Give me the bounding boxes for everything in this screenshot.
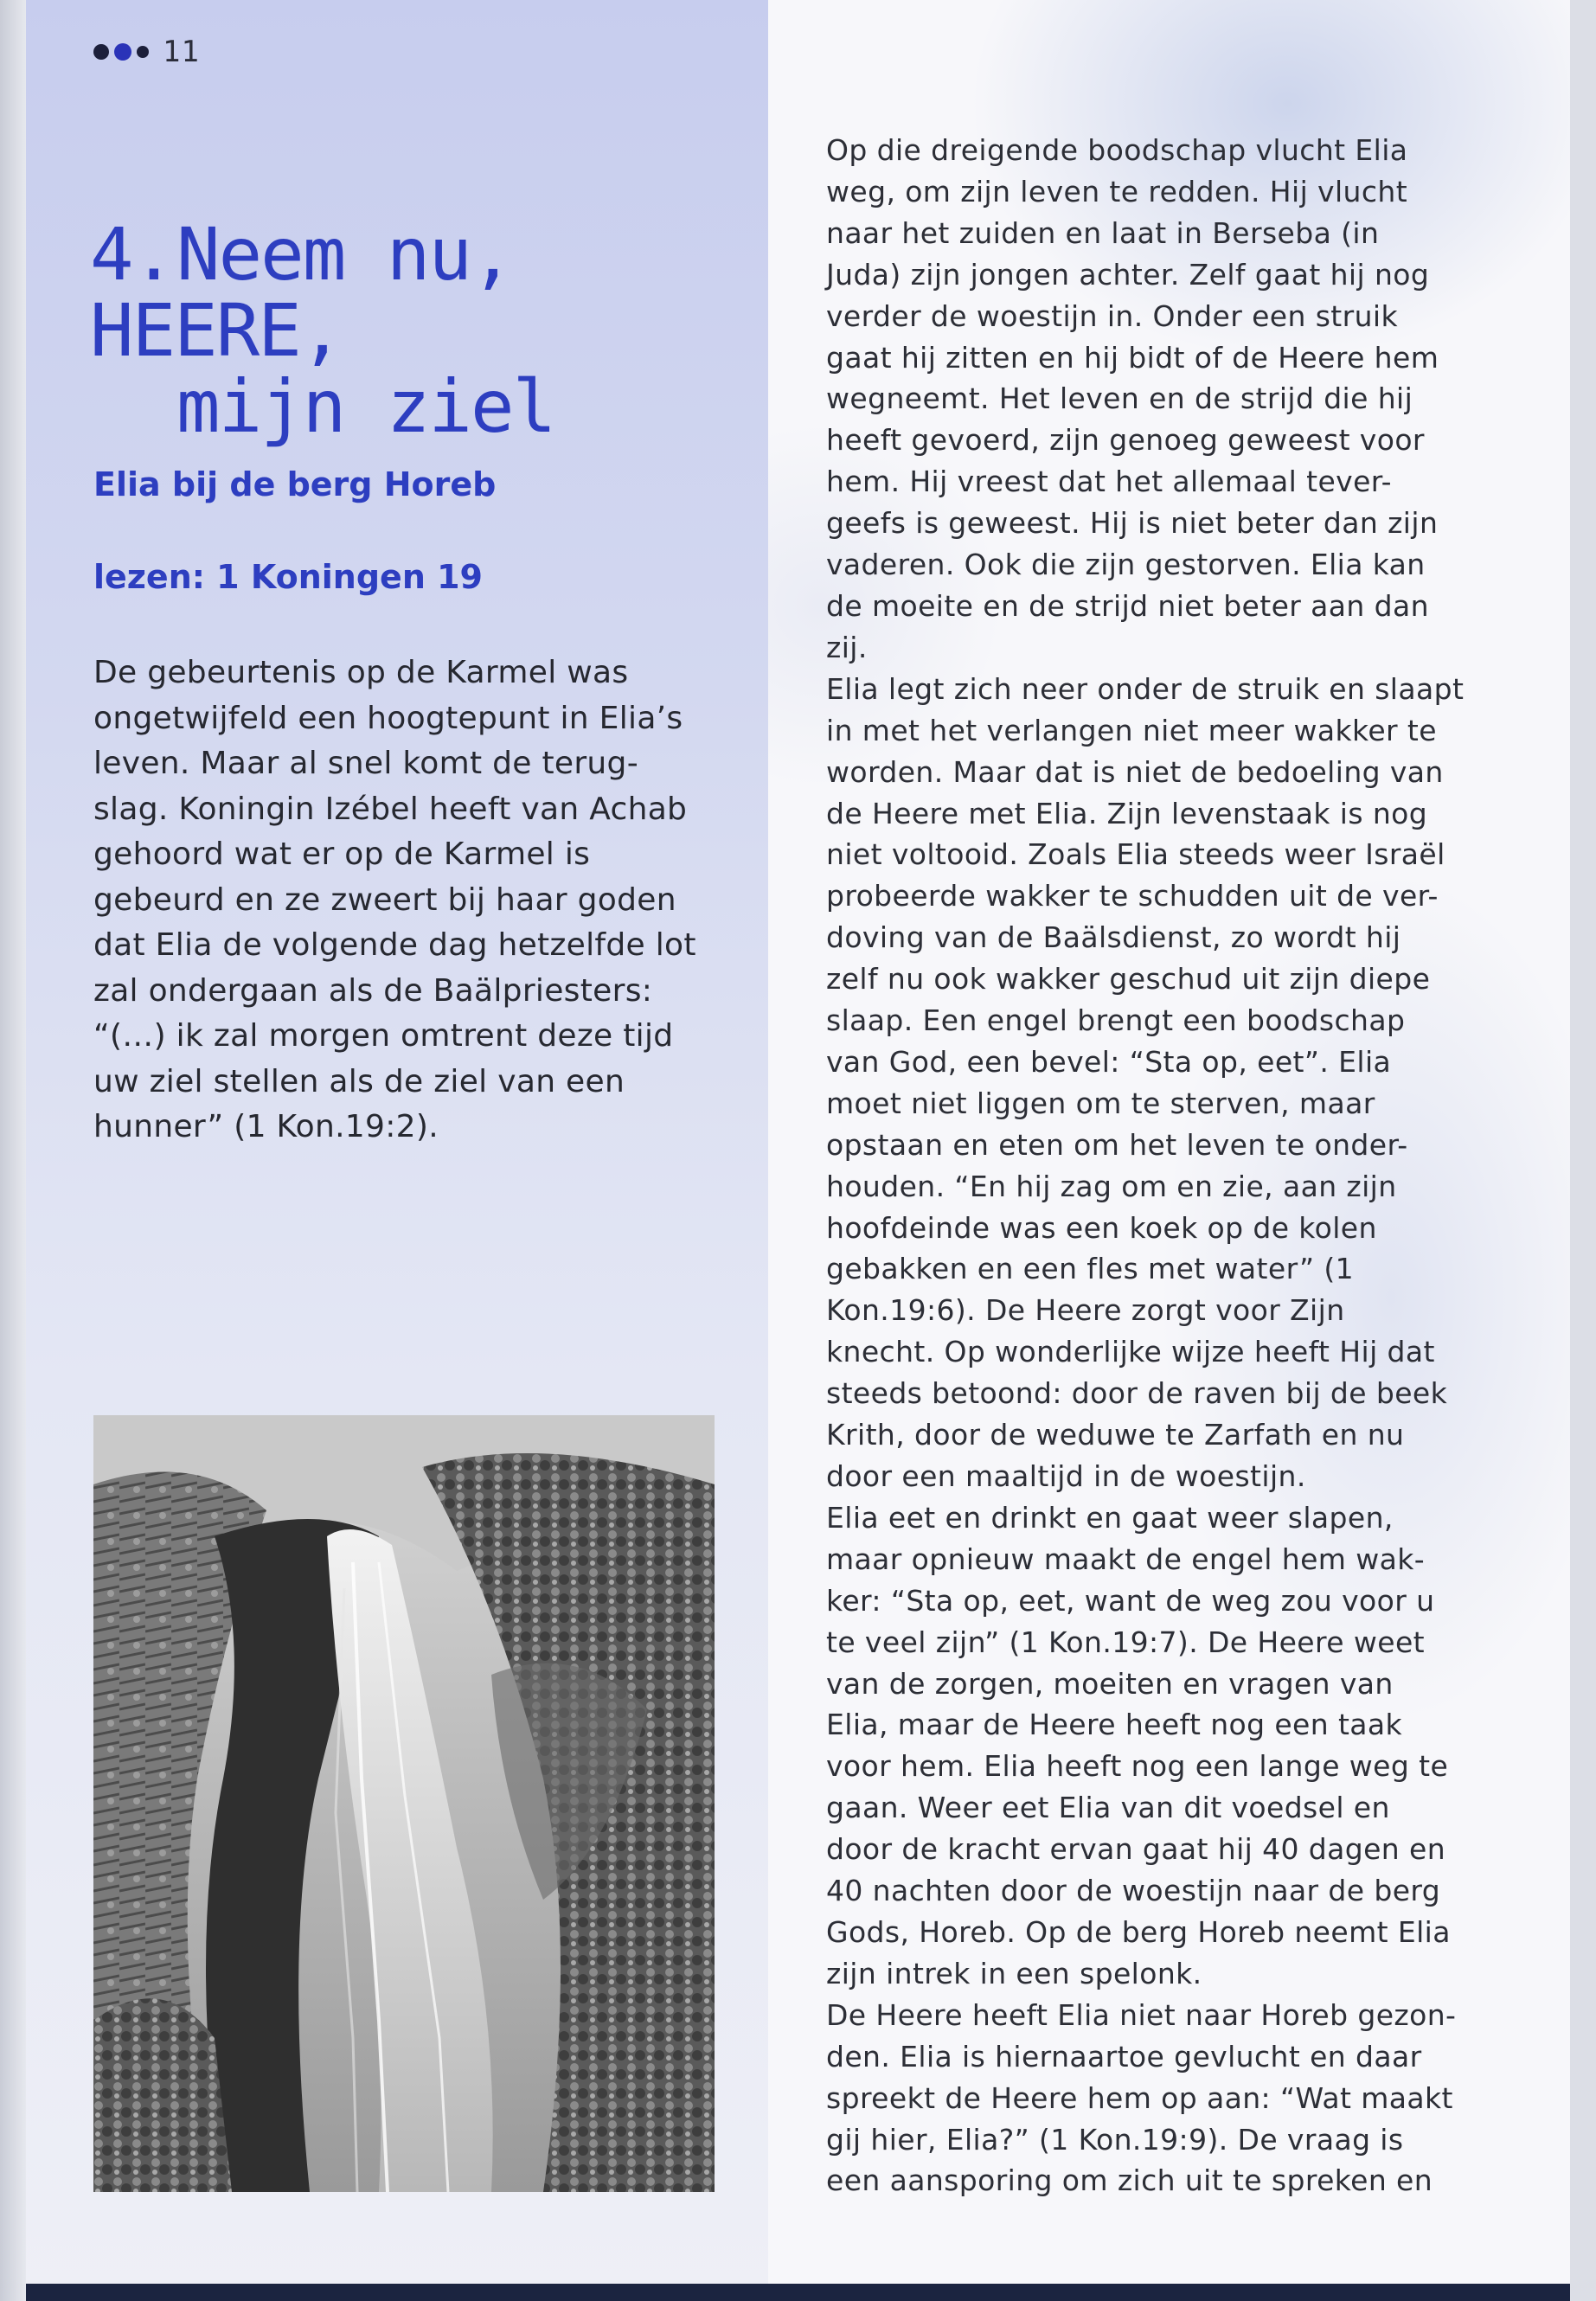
page-number-marker xyxy=(93,35,200,69)
chapter-title-line1: Neem nu, HEERE, xyxy=(90,212,513,373)
magazine-page xyxy=(26,0,1570,2301)
reading-reference: lezen: 1 Koningen 19 xyxy=(93,558,483,596)
bullet-dot-icon xyxy=(93,44,109,60)
intro-paragraph: De gebeurtenis op de Karmel was ongetwijfeld een hoogtepunt in Elia’s leven. Maar al snel komt de terug- slag. Koningin Izébel heeft van Achab gehoord wat er op de Karmel is gebeurd en ze zweert bij haar goden dat Elia de volgende dag hetzelfde lot zal ondergaan als de Baälpriesters: “(…) ik zal morgen omtrent deze tijd uw ziel stellen als de ziel van een hunner” (1 Kon.19:2). xyxy=(93,655,696,1144)
bullet-dot-icon xyxy=(137,46,149,58)
chapter-title-line2: mijn ziel xyxy=(176,364,555,449)
section-subtitle: Elia bij de berg Horeb xyxy=(93,465,497,503)
page-number: 11 xyxy=(163,35,200,69)
bullet-dot-icon xyxy=(114,43,131,61)
chapter-number: 4. xyxy=(90,212,175,297)
chapter-title xyxy=(90,212,747,449)
page-bottom-edge xyxy=(26,2284,1570,2301)
body-text: Op die dreigende boodschap vlucht Elia weg, om zijn leven te redden. Hij vlucht naar het zuiden en laat in Berseba (in Juda) zijn jongen achter. Zelf gaat hij nog verder de woestijn in. Onder een struik gaat hij zitten en hij bidt of de Heere hem wegneemt. Het leven en de strijd die hij heeft gevoerd, zijn genoeg geweest voor hem. Hij vreest dat het allemaal tever- geefs is geweest. Hij is niet beter dan zijn vaderen. Ook die zijn gestorven. Elia kan de moeite en de strijd niet beter aan dan zij. Elia legt zich neer onder de struik en slaapt in met het verlangen niet meer wakker te worden. Maar dat is niet de bedoeling van de Heere met Elia. Zijn levenstaak is nog niet voltooid. Zoals Elia steeds weer Israël probeerde wakker te schudden uit de ver- doving van de Baälsdienst, zo wordt hij zelf nu ook wakker geschud uit zijn diepe slaap. Een engel brengt een boodschap van God, een bevel: “Sta op, eet”. Elia moet niet liggen om te sterven, maar opstaan en eten om het leven te onder- houden. “En hij zag om en zie, aan zijn hoofdeinde was een koek op de kolen gebakken en een fles met water” (1 Kon.19:6). De Heere zorgt voor Zijn knecht. Op wonderlijke wijze heeft Hij dat steeds betoond: door de raven bij de beek Krith, door de weduwe te Zarfath en nu door een maaltijd in de woestijn. Elia eet en drinkt en gaat weer slapen, maar opnieuw maakt de engel hem wak- ker: “Sta op, eet, want de weg zou voor u te veel zijn” (1 Kon.19:7). De Heere weet van de zorgen, moeiten en vragen van Elia, maar de Heere heeft nog een taak voor hem. Elia heeft nog een lange weg te gaan. Weer eet Elia van dit voedsel en door de kracht ervan gaat hij 40 dagen en 40 nachten door de woestijn naar de berg Gods, Horeb. Op de berg Horeb neemt Elia zijn intrek in een spelonk. De Heere heeft Elia niet naar Horeb gezon- den. Elia is hiernaartoe gevlucht en daar spreekt de Heere hem op aan: “Wat maakt gij hier, Elia?” (1 Kon.19:9). De vraag is een aansporing om zich uit te spreken en xyxy=(826,133,1465,2198)
waterfall-photo xyxy=(93,1415,715,2192)
book-spine-edge xyxy=(0,0,26,2301)
